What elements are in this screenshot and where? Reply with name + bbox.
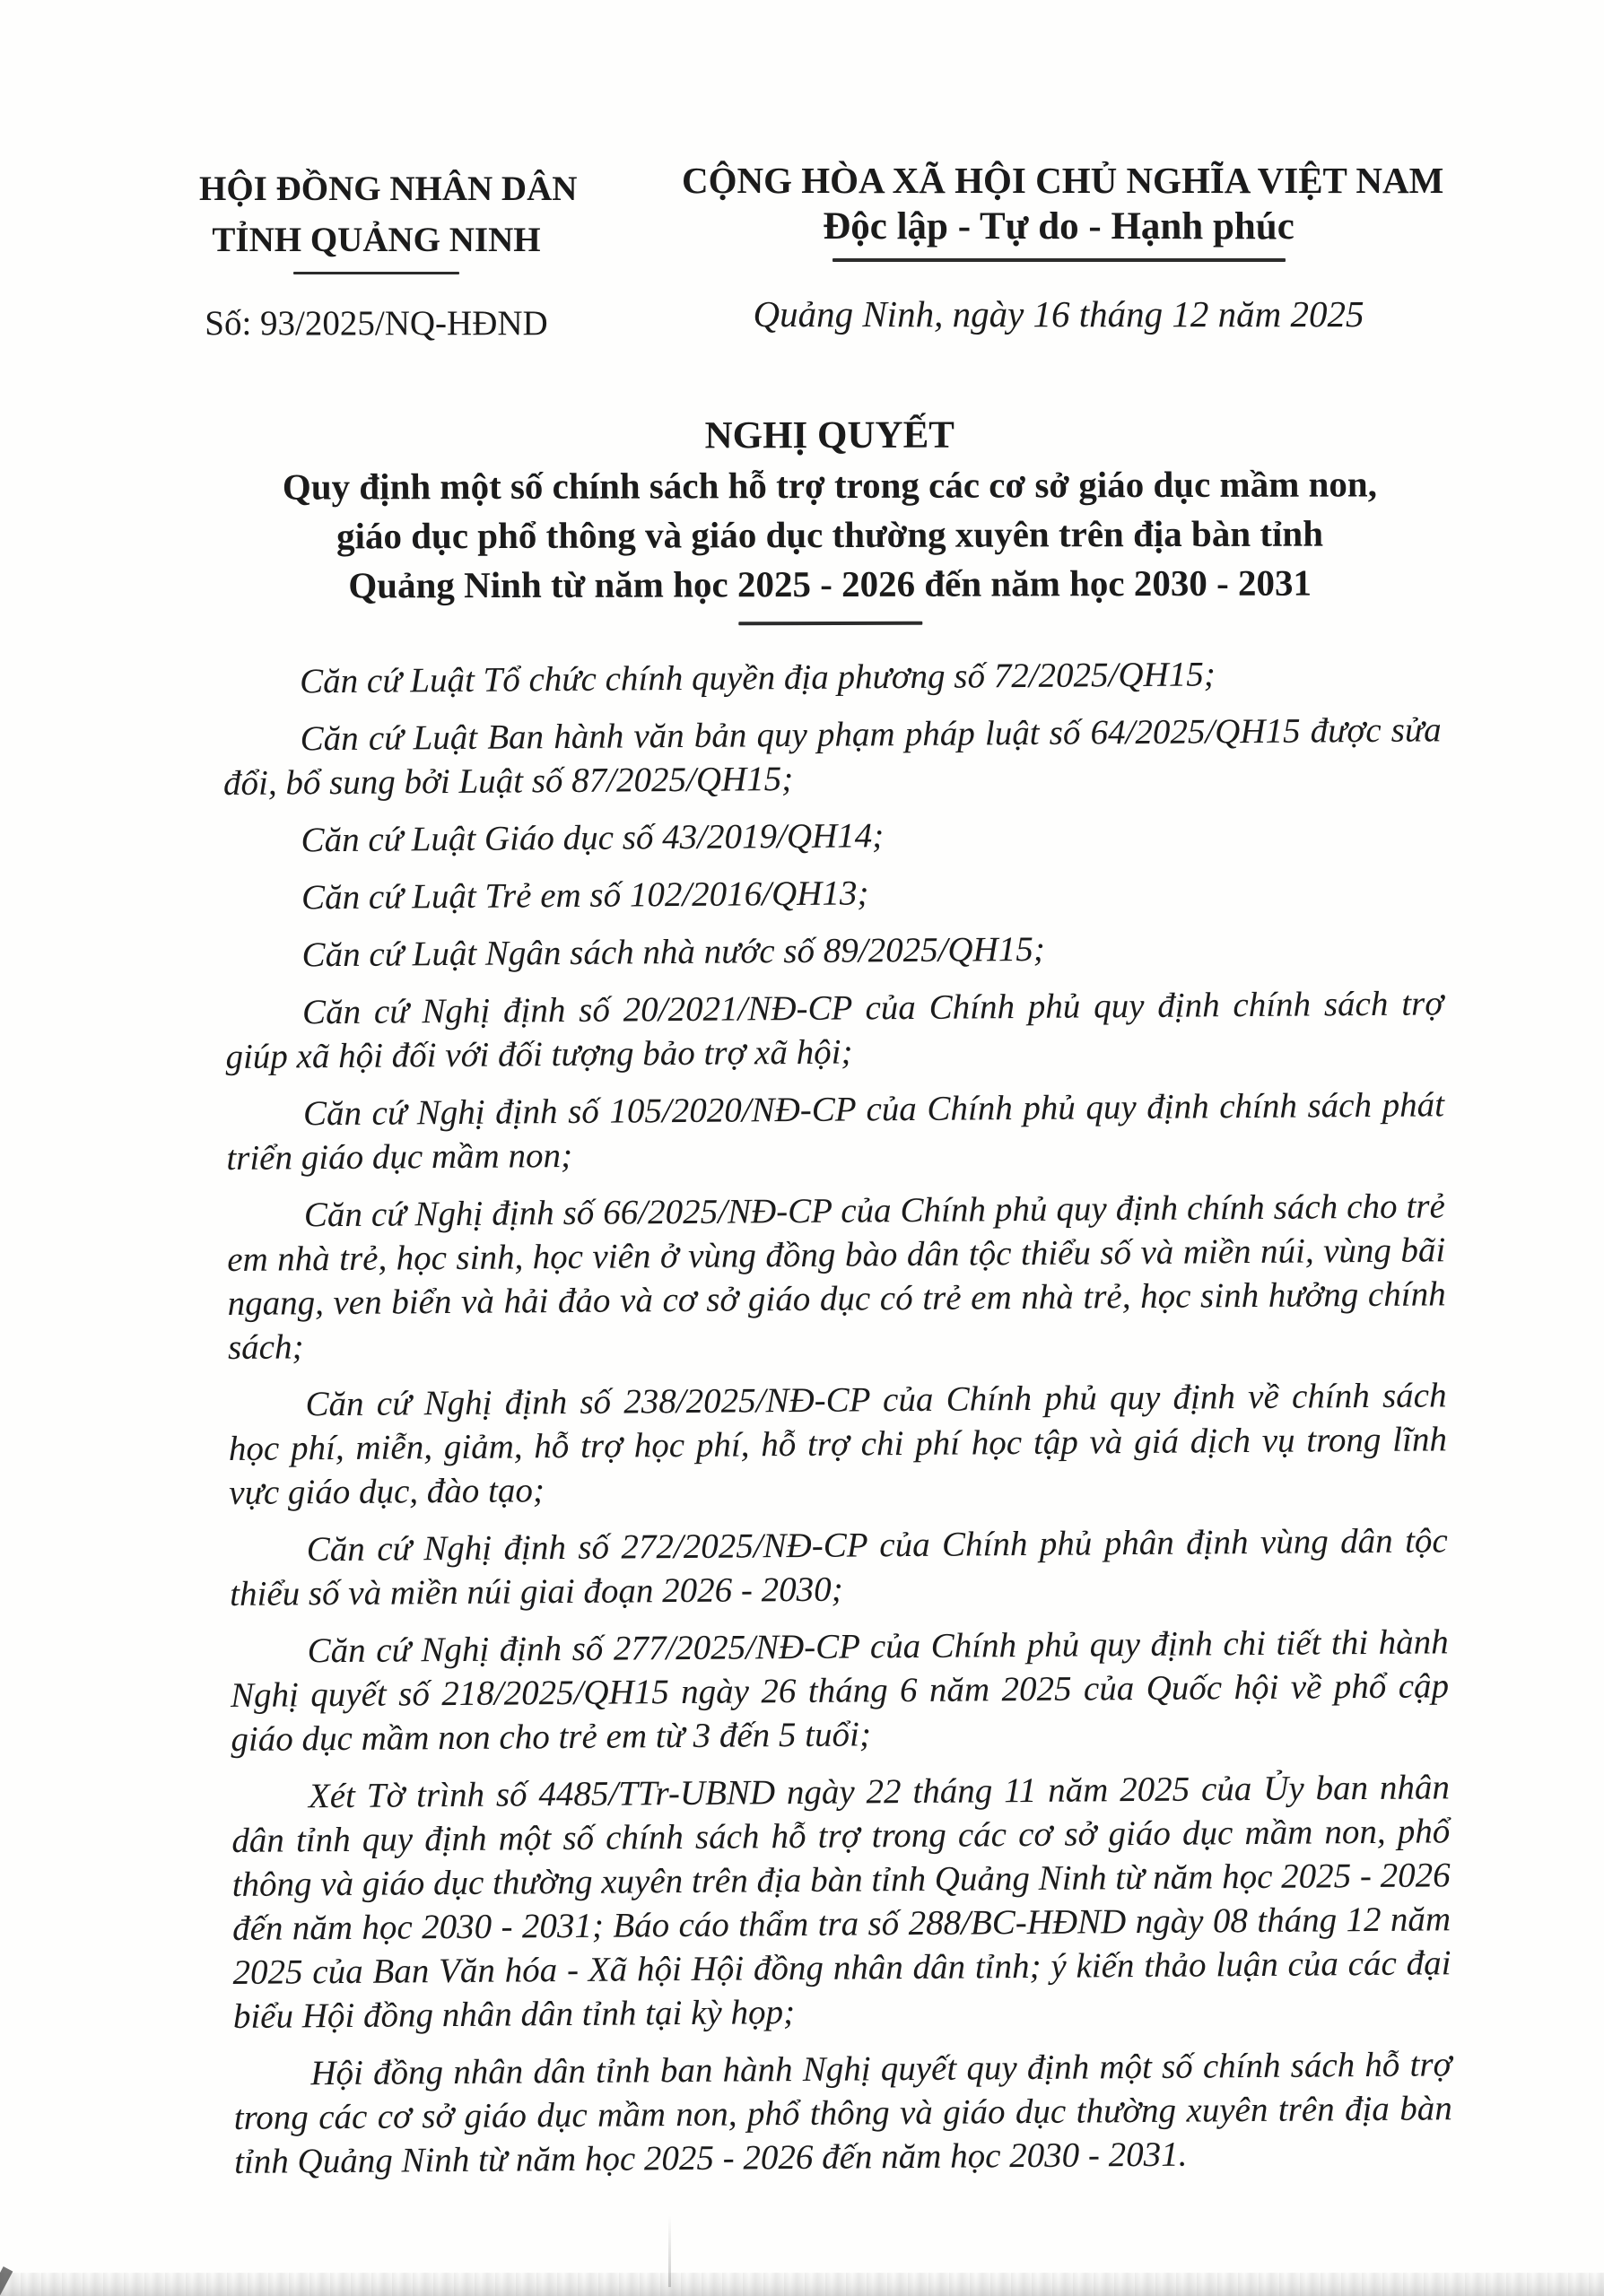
issuer-block <box>199 163 578 346</box>
motto-underline <box>833 258 1286 262</box>
document-number: Số: 93/2025/NQ-HĐND <box>205 304 548 343</box>
body-paragraph: Căn cứ Luật Tổ chức chính quyền địa phương số 72/2025/QH15; <box>300 655 1216 701</box>
national-motto: Độc lập - Tự do - Hạnh phúc <box>823 205 1295 248</box>
document-title-line-2: giáo dục phổ thông và giáo dục thường xuyên trên địa bàn tỉnh <box>336 512 1324 557</box>
scan-noise-band <box>0 2273 1604 2296</box>
title-underline <box>738 622 922 626</box>
issuer-name-line2: TỈNH QUẢNG NINH <box>212 221 541 259</box>
title-block <box>220 409 1441 627</box>
body-paragraph: Căn cứ Nghị định số 105/2020/NĐ-CP của Chính phủ quy định chính sách phát triển giáo dục mầm non; <box>226 1085 1445 1178</box>
document-body <box>222 650 1452 2197</box>
body-paragraph: Căn cứ Luật Trẻ em số 102/2016/QH13; <box>301 874 869 918</box>
issuer-name-line1: HỘI ĐỒNG NHÂN DÂN <box>199 170 578 208</box>
body-paragraph: Xét Tờ trình số 4485/TTr-UBND ngày 22 tháng 11 năm 2025 của Ủy ban nhân dân tỉnh quy định một số chính sách hỗ trợ trong các cơ sở giáo dục mầm non, phổ thông và giáo dục thường xuyên trên địa bàn tỉnh Quảng Ninh từ năm học 2025 - 2026 đến năm học 2030 - 2031; Báo cáo thẩm tra số 288/BC-HĐND ngày 08 tháng 12 năm 2025 của Ban Văn hóa - Xã hội Hội đồng nhân dân tỉnh; ý kiến thảo luận của các đại biểu Hội đồng nhân dân tỉnh tại kỳ họp; <box>231 1768 1451 2036</box>
body-paragraph: Căn cứ Luật Ngân sách nhà nước số 89/2025/QH15; <box>301 929 1045 975</box>
body-paragraph: Căn cứ Nghị định số 20/2021/NĐ-CP của Chính phủ quy định chính sách trợ giúp xã hội đối với đối tượng bảo trợ xã hội; <box>225 984 1444 1076</box>
document-type-heading: NGHỊ QUYẾT <box>704 413 955 457</box>
body-paragraph: Căn cứ Luật Ban hành văn bản quy phạm pháp luật số 64/2025/QH15 được sửa đổi, bổ sung bởi Luật số 87/2025/QH15; <box>222 710 1442 803</box>
body-paragraph: Căn cứ Nghị định số 238/2025/NĐ-CP của Chính phủ quy định về chính sách học phí, miễn, giảm, hỗ trợ học phí, hỗ trợ chi phí học tập và giá dịch vụ trong lĩnh vực giáo dục, đào tạo; <box>228 1376 1448 1512</box>
body-paragraph: Căn cứ Nghị định số 277/2025/NĐ-CP của Chính phủ quy định chi tiết thi hành Nghị quyết số 218/2025/QH15 ngày 26 tháng 6 năm 2025 của Quốc hội về phổ cập giáo dục mầm non cho trẻ em từ 3 đến 5 tuổi; <box>230 1622 1450 1759</box>
body-paragraph: Căn cứ Luật Giáo dục số 43/2019/QH14; <box>301 816 885 860</box>
document-title-line-3: Quảng Ninh từ năm học 2025 - 2026 đến năm học 2030 - 2031 <box>348 561 1312 606</box>
body-paragraph: Hội đồng nhân dân tỉnh ban hành Nghị quyết quy định một số chính sách hỗ trợ trong các cơ sở giáo dục mầm non, phổ thông và giáo dục thường xuyên trên địa bàn tỉnh Quảng Ninh từ năm học 2025 - 2026 đến năm học 2030 - 2031. <box>233 2045 1452 2181</box>
issuer-underline <box>293 272 459 274</box>
place-date-line: Quảng Ninh, ngày 16 tháng 12 năm 2025 <box>753 293 1364 335</box>
document-title-line-1: Quy định một số chính sách hỗ trợ trong các cơ sở giáo dục mầm non, <box>282 463 1377 508</box>
national-name: CỘNG HÒA XÃ HỘI CHỦ NGHĨA VIỆT NAM <box>682 160 1444 201</box>
national-header-block <box>682 158 1444 337</box>
body-paragraph: Căn cứ Nghị định số 66/2025/NĐ-CP của Chính phủ quy định chính sách cho trẻ em nhà trẻ, học sinh, học viên ở vùng đồng bào dân tộc thiểu số và miền núi, vùng bãi ngang, ven biển và hải đảo và cơ sở giáo dục có trẻ em nhà trẻ, học sinh hưởng chính sách; <box>227 1187 1446 1367</box>
body-paragraph: Căn cứ Nghị định số 272/2025/NĐ-CP của Chính phủ phân định vùng dân tộc thiểu số và miền núi giai đoạn 2026 - 2030; <box>230 1521 1448 1613</box>
